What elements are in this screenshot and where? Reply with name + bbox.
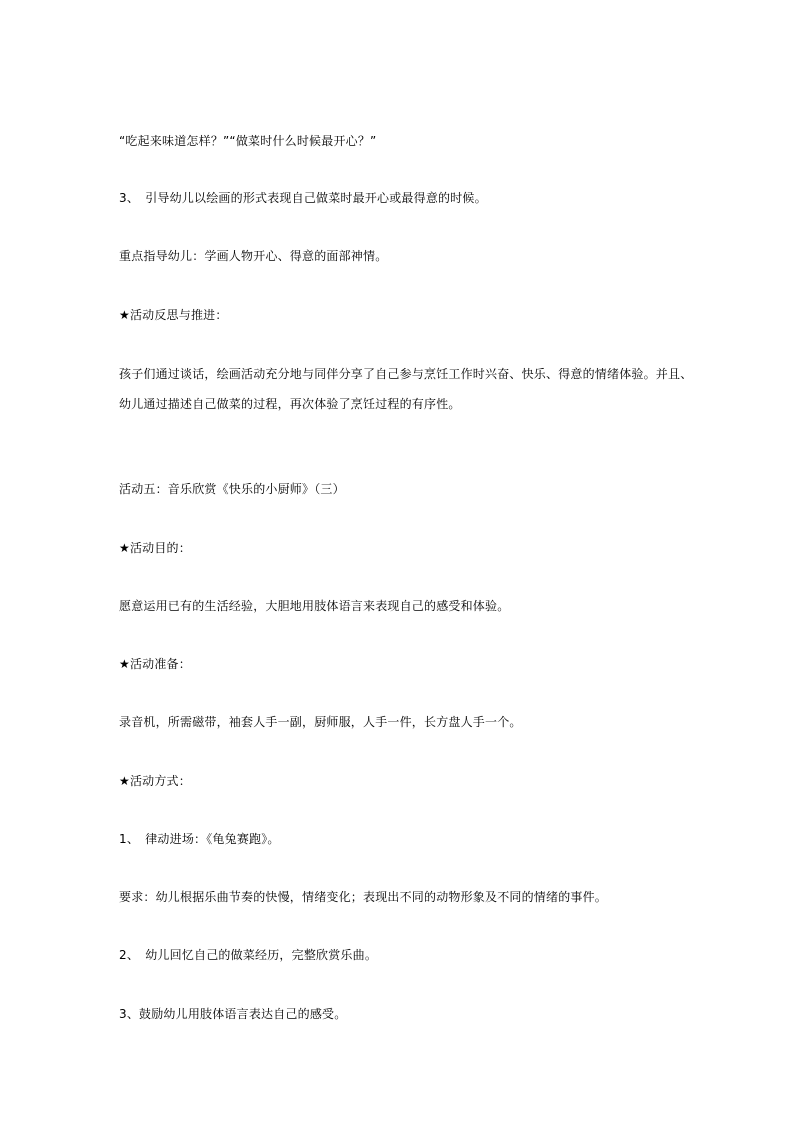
reflection-text-line-1: 孩子们通过谈话，绘画活动充分地与同伴分享了自己参与烹饪工作时兴奋、快乐、得意的情绪体验。并且、	[119, 367, 693, 381]
step-3-express: 3、鼓励幼儿用肢体语言表达自己的感受。	[119, 1007, 347, 1021]
reflection-text-line-2: 幼儿通过描述自己做菜的过程，再次体验了烹饪过程的有序性。	[119, 397, 461, 411]
step-3-drawing: 3、 引导幼儿以绘画的形式表现自己做菜时最开心或最得意的时候。	[119, 191, 487, 205]
section-heading-purpose: ★活动目的：	[119, 541, 191, 555]
step-2-recall: 2、 幼儿回忆自己的做菜经历，完整欣赏乐曲。	[119, 948, 378, 962]
requirement-text: 要求：幼儿根据乐曲节奏的快慢，情绪变化；表现出不同的动物形象及不同的情绪的事件。	[119, 890, 608, 904]
preparation-text: 录音机，所需磁带，袖套人手一副，厨师服，人手一件，长方盘人手一个。	[119, 715, 522, 729]
dialogue-questions: “吃起来味道怎样？”“做菜时什么时候最开心？”	[119, 134, 377, 148]
section-heading-preparation: ★活动准备：	[119, 657, 191, 671]
step-1-entrance: 1、 律动进场：《龟兔赛跑》。	[119, 832, 280, 846]
activity-five-title: 活动五：音乐欣赏《快乐的小厨师》（三）	[119, 482, 345, 496]
key-guidance: 重点指导幼儿：学画人物开心、得意的面部神情。	[119, 249, 388, 263]
purpose-text: 愿意运用已有的生活经验，大胆地用肢体语言来表现自己的感受和体验。	[119, 599, 510, 613]
section-heading-method: ★活动方式：	[119, 774, 191, 788]
section-heading-reflection: ★活动反思与推进：	[119, 308, 228, 322]
